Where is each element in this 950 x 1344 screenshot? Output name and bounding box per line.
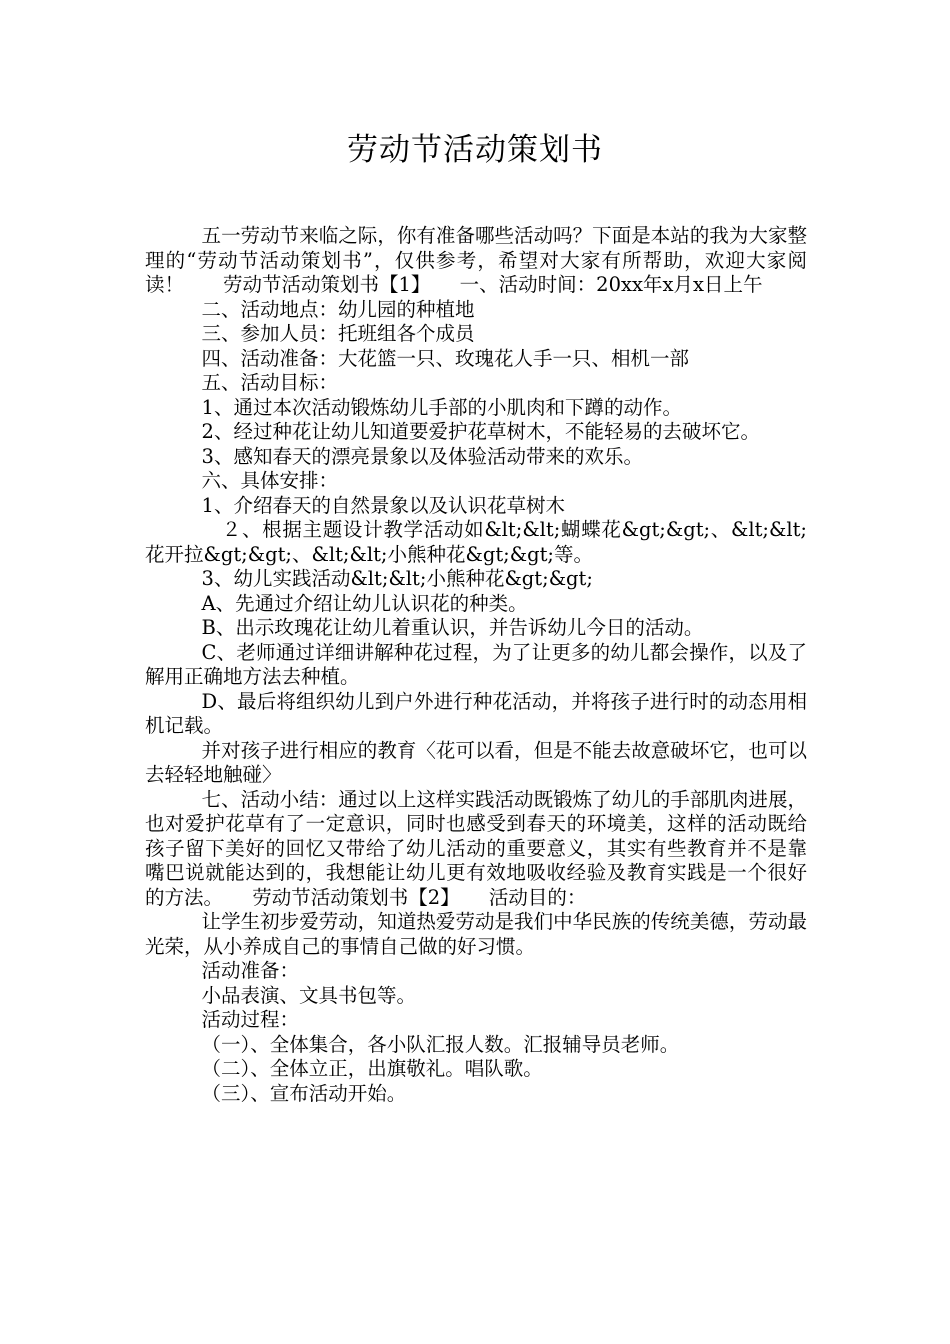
paragraph-step-b: B、出示玫瑰花让幼儿着重认识，并告诉幼儿今日的活动。 xyxy=(201,616,704,639)
paragraph-step-c: C、老师通过详细讲解种花过程，为了让更多的幼儿都会操作，以及了解用正确地方法去种植。 xyxy=(145,640,807,688)
paragraph-process-2: （二）、全体立正，出旗敬礼。唱队歌。 xyxy=(201,1057,543,1080)
paragraph-schedule-1: 1、介绍春天的自然景象以及认识花草树木 xyxy=(201,493,565,517)
paragraph-process-3: （三）、宣布活动开始。 xyxy=(201,1081,407,1105)
paragraph-goal-1: 1、通过本次活动锻炼幼儿手部的小肌肉和下蹲的动作。 xyxy=(201,395,682,419)
paragraph-participants: 三、参加人员：托班组各个成员 xyxy=(201,322,475,345)
paragraph-schedule-2: ２、根据主题设计教学活动如&lt;&lt;蝴蝶花&gt;&gt;、&lt;&lt;花开拉&gt;&gt;、&lt;&lt;小熊种花&gt;&gt;等。 xyxy=(145,518,807,566)
paragraph-purpose: 让学生初步爱劳动，知道热爱劳动是我们中华民族的传统美德，劳动最光荣，从小养成自己的事情自己做的好习惯。 xyxy=(145,910,807,958)
paragraph-intro: 五一劳动节来临之际，你有准备哪些活动吗？下面是本站的我为大家整理的“劳动节活动策划书”，仅供参考，希望对大家有所帮助，欢迎大家阅读！ 劳动节活动策划书【1】 一、活动时间：20xx年x月x日上午 xyxy=(145,224,807,296)
paragraph-process-heading: 活动过程： xyxy=(201,1008,300,1031)
paragraph-preparation: 四、活动准备：大花篮一只、玫瑰花人手一只、相机一部 xyxy=(201,346,690,370)
paragraph-goals-heading: 五、活动目标： xyxy=(201,371,339,394)
paragraph-goal-3: 3、感知春天的漂亮景象以及体验活动带来的欢乐。 xyxy=(201,444,643,468)
paragraph-education: 并对孩子进行相应的教育〈花可以看，但是不能去故意破坏它，也可以去轻轻地触碰〉 xyxy=(145,738,807,786)
paragraph-schedule-3: 3、幼儿实践活动&lt;&lt;小熊种花&gt;&gt; xyxy=(201,567,593,590)
paragraph-prep-items: 小品表演、文具书包等。 xyxy=(201,983,417,1007)
document-body xyxy=(145,224,807,1106)
paragraph-step-a: A、先通过介绍让幼儿认识花的种类。 xyxy=(201,591,528,615)
paragraph-prep-heading: 活动准备： xyxy=(201,959,300,982)
paragraph-location: 二、活动地点：幼儿园的种植地 xyxy=(201,297,475,321)
paragraph-schedule-heading: 六、具体安排： xyxy=(201,469,339,492)
paragraph-process-1: （一）、全体集合，各小队汇报人数。汇报辅导员老师。 xyxy=(201,1032,680,1056)
paragraph-step-d: D、最后将组织幼儿到户外进行种花活动，并将孩子进行时的动态用相机记载。 xyxy=(145,689,807,737)
paragraph-goal-2: 2、经过种花让幼儿知道要爱护花草树木，不能轻易的去破坏它。 xyxy=(201,420,760,443)
document-title: 劳动节活动策划书 xyxy=(347,132,603,168)
paragraph-summary: 七、活动小结：通过以上这样实践活动既锻炼了幼儿的手部肌肉进展，也对爱护花草有了一定意识，同时也感受到春天的环境美，这样的活动既给孩子留下美好的回忆又带给了幼儿活动的重要意义，其实有些教育并不是靠嘴巴说就能达到的，我想能让幼儿更有效地吸收经验及教育实践是一个很好的方法。 劳动节活动策划书【2】 活动目的： xyxy=(145,787,807,909)
